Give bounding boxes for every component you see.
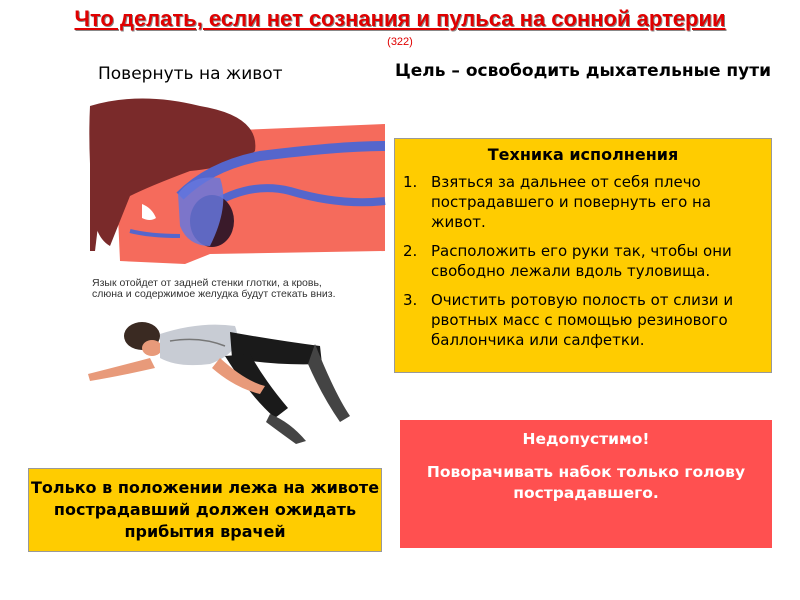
step-number: 2. [403, 242, 418, 260]
illustration [60, 96, 390, 456]
step-text: Взяться за дальнее от себя плечо пострадавшего и повернуть его на живот. [431, 173, 712, 231]
slide-number: (322) [387, 36, 413, 48]
prone-person-image [88, 322, 350, 444]
illustration-caption: Язык отойдет от задней стенки глотки, а кровь, слюна и содержимое желудка будут стекать вниз. [92, 277, 336, 300]
technique-box [394, 138, 772, 373]
step-number: 1. [403, 173, 418, 191]
step-number: 3. [403, 291, 418, 309]
head-cross-section-image [89, 99, 385, 265]
left-heading: Повернуть на живот [98, 64, 283, 84]
warning-text: Поворачивать набок только голову пострадавшего. [426, 463, 746, 502]
goal-heading: Цель – освободить дыхательные пути [395, 61, 772, 81]
step-text: Расположить его руки так, чтобы они свободно лежали вдоль туловища. [431, 242, 732, 280]
technique-title: Техника исполнения [487, 145, 679, 164]
technique-steps-list [395, 172, 771, 350]
technique-step [395, 241, 771, 281]
technique-step [395, 290, 771, 350]
warning-title: Недопустимо! [522, 430, 650, 448]
warning-box [400, 420, 772, 548]
step-text: Очистить ротовую полость от слизи и рвотных масс с помощью резинового баллончика или салфетки. [431, 291, 734, 349]
note-text: Только в положении лежа на животе пострадавший должен ожидать прибытия врачей [30, 478, 380, 541]
note-box [28, 468, 382, 552]
slide-title: Что делать, если нет сознания и пульса на сонной артерии [74, 6, 726, 31]
technique-step [395, 172, 771, 232]
